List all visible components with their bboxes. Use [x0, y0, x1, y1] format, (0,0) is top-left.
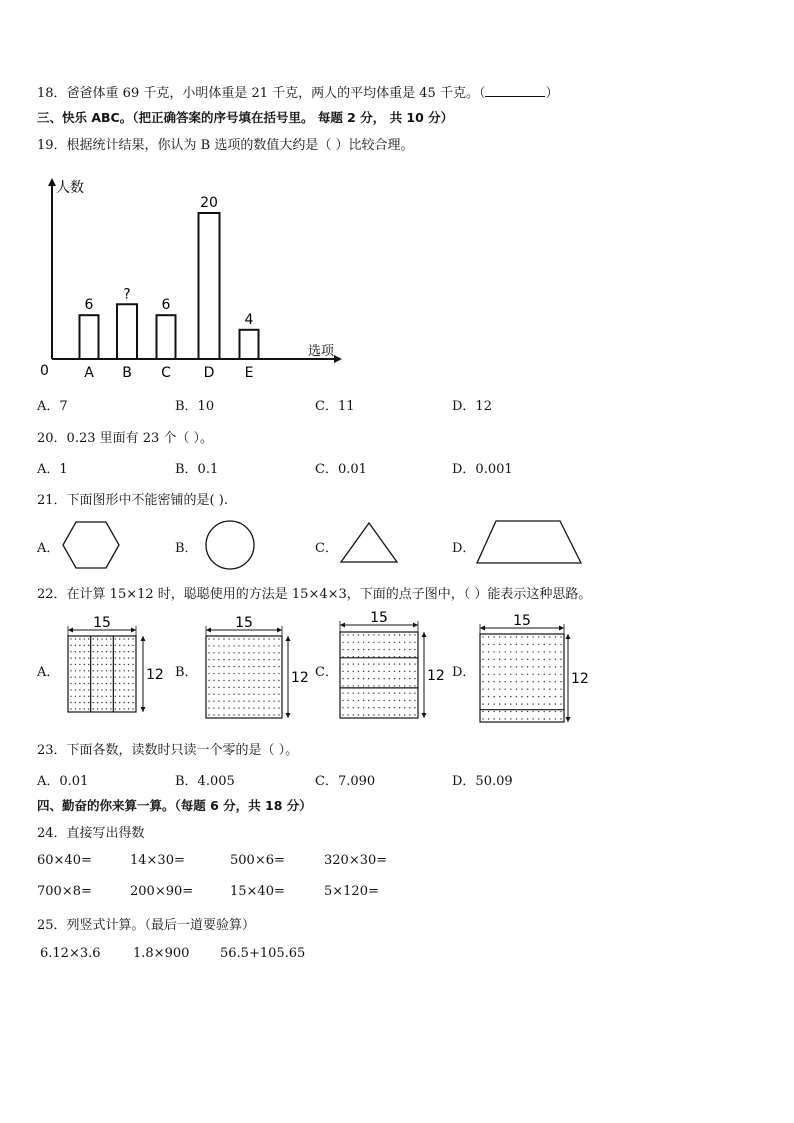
dot-grid: [70, 638, 133, 709]
dot-grid-border: [340, 632, 418, 718]
dot-grid: [342, 634, 415, 715]
bar-A: [80, 315, 99, 359]
hexagon-icon: [60, 519, 122, 571]
dot-diagram-d: [474, 612, 589, 728]
calc-item: 5×120=: [324, 884, 379, 899]
x-axis-label: 选项: [308, 344, 335, 359]
question-23-option-c[interactable]: C．7.090: [315, 774, 376, 789]
bar-chart: [30, 170, 350, 385]
question-20-option-c[interactable]: C．0.01: [315, 462, 367, 477]
bar-D: [199, 213, 220, 359]
question-19-option-c[interactable]: C．11: [315, 399, 355, 414]
data-label-D: 20: [200, 195, 218, 211]
question-19-option-b[interactable]: B．10: [175, 399, 215, 414]
height-label: 12: [427, 668, 445, 684]
tick-label-D: D: [203, 365, 215, 381]
width-label: 15: [235, 615, 253, 631]
dot-grid-border: [480, 634, 564, 722]
width-label: 15: [513, 613, 531, 629]
tick-label-C: C: [161, 365, 171, 381]
bar-B: [117, 304, 137, 359]
calc-item: 500×6=: [230, 853, 285, 868]
width-label: 15: [370, 610, 388, 626]
question-21-option-b[interactable]: B．: [175, 541, 198, 556]
question-24-text: 24．直接写出得数: [37, 826, 145, 841]
question-22-text: 22．在计算 15×12 时，聪聪使用的方法是 15×4×3，下面的点子图中，（ ）能表示这种思路。: [37, 587, 592, 602]
triangle-icon: [338, 521, 400, 565]
question-25-text: 25．列竖式计算。（最后一道要验算）: [37, 918, 256, 933]
dot-grid-border: [206, 636, 282, 718]
tick-label-B: B: [122, 365, 132, 381]
bar-E: [240, 330, 259, 359]
dot-diagram-b: [200, 614, 309, 720]
tick-label-A: A: [84, 365, 94, 381]
question-21-option-c[interactable]: C．: [315, 541, 338, 556]
section-3-heading: 三、快乐 ABC。（把正确答案的序号填在括号里。 每题 2 分， 共 10 分）: [37, 110, 454, 125]
calc-item: 700×8=: [37, 884, 92, 899]
question-22-option-c[interactable]: C．: [315, 665, 338, 680]
bar-C: [157, 315, 176, 359]
vertical-calc-item: 1.8×900: [133, 946, 190, 961]
dot-grid: [208, 638, 279, 715]
vertical-calc-item: 6.12×3.6: [40, 946, 101, 961]
question-18: [37, 82, 558, 101]
question-20-option-a[interactable]: A．1: [37, 462, 68, 477]
height-label: 12: [571, 671, 589, 687]
question-21-text: 21．下面图形中不能密铺的是( ).: [37, 493, 228, 508]
question-18-text: 18．爸爸体重 69 千克，小明体重是 21 千克，两人的平均体重是 45 千克。（: [37, 86, 486, 101]
data-label-A: 6: [84, 297, 94, 314]
width-label: 15: [93, 615, 111, 631]
question-23-option-d[interactable]: D．50.09: [452, 774, 513, 789]
data-label-B: ?: [123, 286, 131, 303]
calc-item: 200×90=: [130, 884, 194, 899]
origin-label: 0: [40, 363, 49, 379]
question-20-option-b[interactable]: B．0.1: [175, 462, 219, 477]
vertical-calc-item: 56.5+105.65: [220, 946, 306, 961]
trapezoid-icon: [474, 517, 586, 567]
question-19-option-a[interactable]: A．7: [37, 399, 68, 414]
section-4-heading: 四、勤奋的你来算一算。（每题 6 分，共 18 分）: [37, 798, 312, 813]
question-18-close: ）: [545, 86, 559, 101]
x-axis-arrow-icon: [334, 355, 342, 363]
question-19-text: 19．根据统计结果，你认为 B 选项的数值大约是（ ）比较合理。: [37, 138, 414, 153]
calc-item: 60×40=: [37, 853, 92, 868]
question-22-option-a[interactable]: A．: [37, 665, 60, 680]
question-23-option-b[interactable]: B．4.005: [175, 774, 235, 789]
question-21-option-a[interactable]: A．: [37, 541, 60, 556]
calc-item: 14×30=: [130, 853, 185, 868]
calc-item: 320×30=: [324, 853, 388, 868]
data-label-E: 4: [244, 311, 254, 328]
height-label: 12: [146, 667, 164, 683]
y-axis-label: 人数: [56, 180, 84, 196]
question-21-option-d[interactable]: D．: [452, 541, 476, 556]
question-22-option-b[interactable]: B．: [175, 665, 198, 680]
question-22-option-d[interactable]: D．: [452, 665, 476, 680]
dot-diagram-c: [334, 610, 444, 720]
dot-diagram-a: [62, 614, 162, 714]
question-19-option-d[interactable]: D．12: [452, 399, 492, 414]
dot-grid-border: [68, 636, 136, 712]
answer-blank[interactable]: [485, 84, 545, 97]
tick-label-E: E: [244, 365, 254, 381]
question-20-text: 20．0.23 里面有 23 个（ ）。: [37, 431, 214, 446]
circle-icon: [202, 519, 258, 571]
question-23-text: 23．下面各数，读数时只读一个零的是（ ）。: [37, 743, 299, 758]
question-20-option-d[interactable]: D．0.001: [452, 462, 513, 477]
calc-item: 15×40=: [230, 884, 285, 899]
dot-grid: [482, 636, 561, 719]
data-label-C: 6: [161, 297, 171, 314]
height-label: 12: [291, 670, 309, 686]
y-axis-arrow-icon: [48, 178, 56, 186]
question-23-option-a[interactable]: A．0.01: [37, 774, 89, 789]
